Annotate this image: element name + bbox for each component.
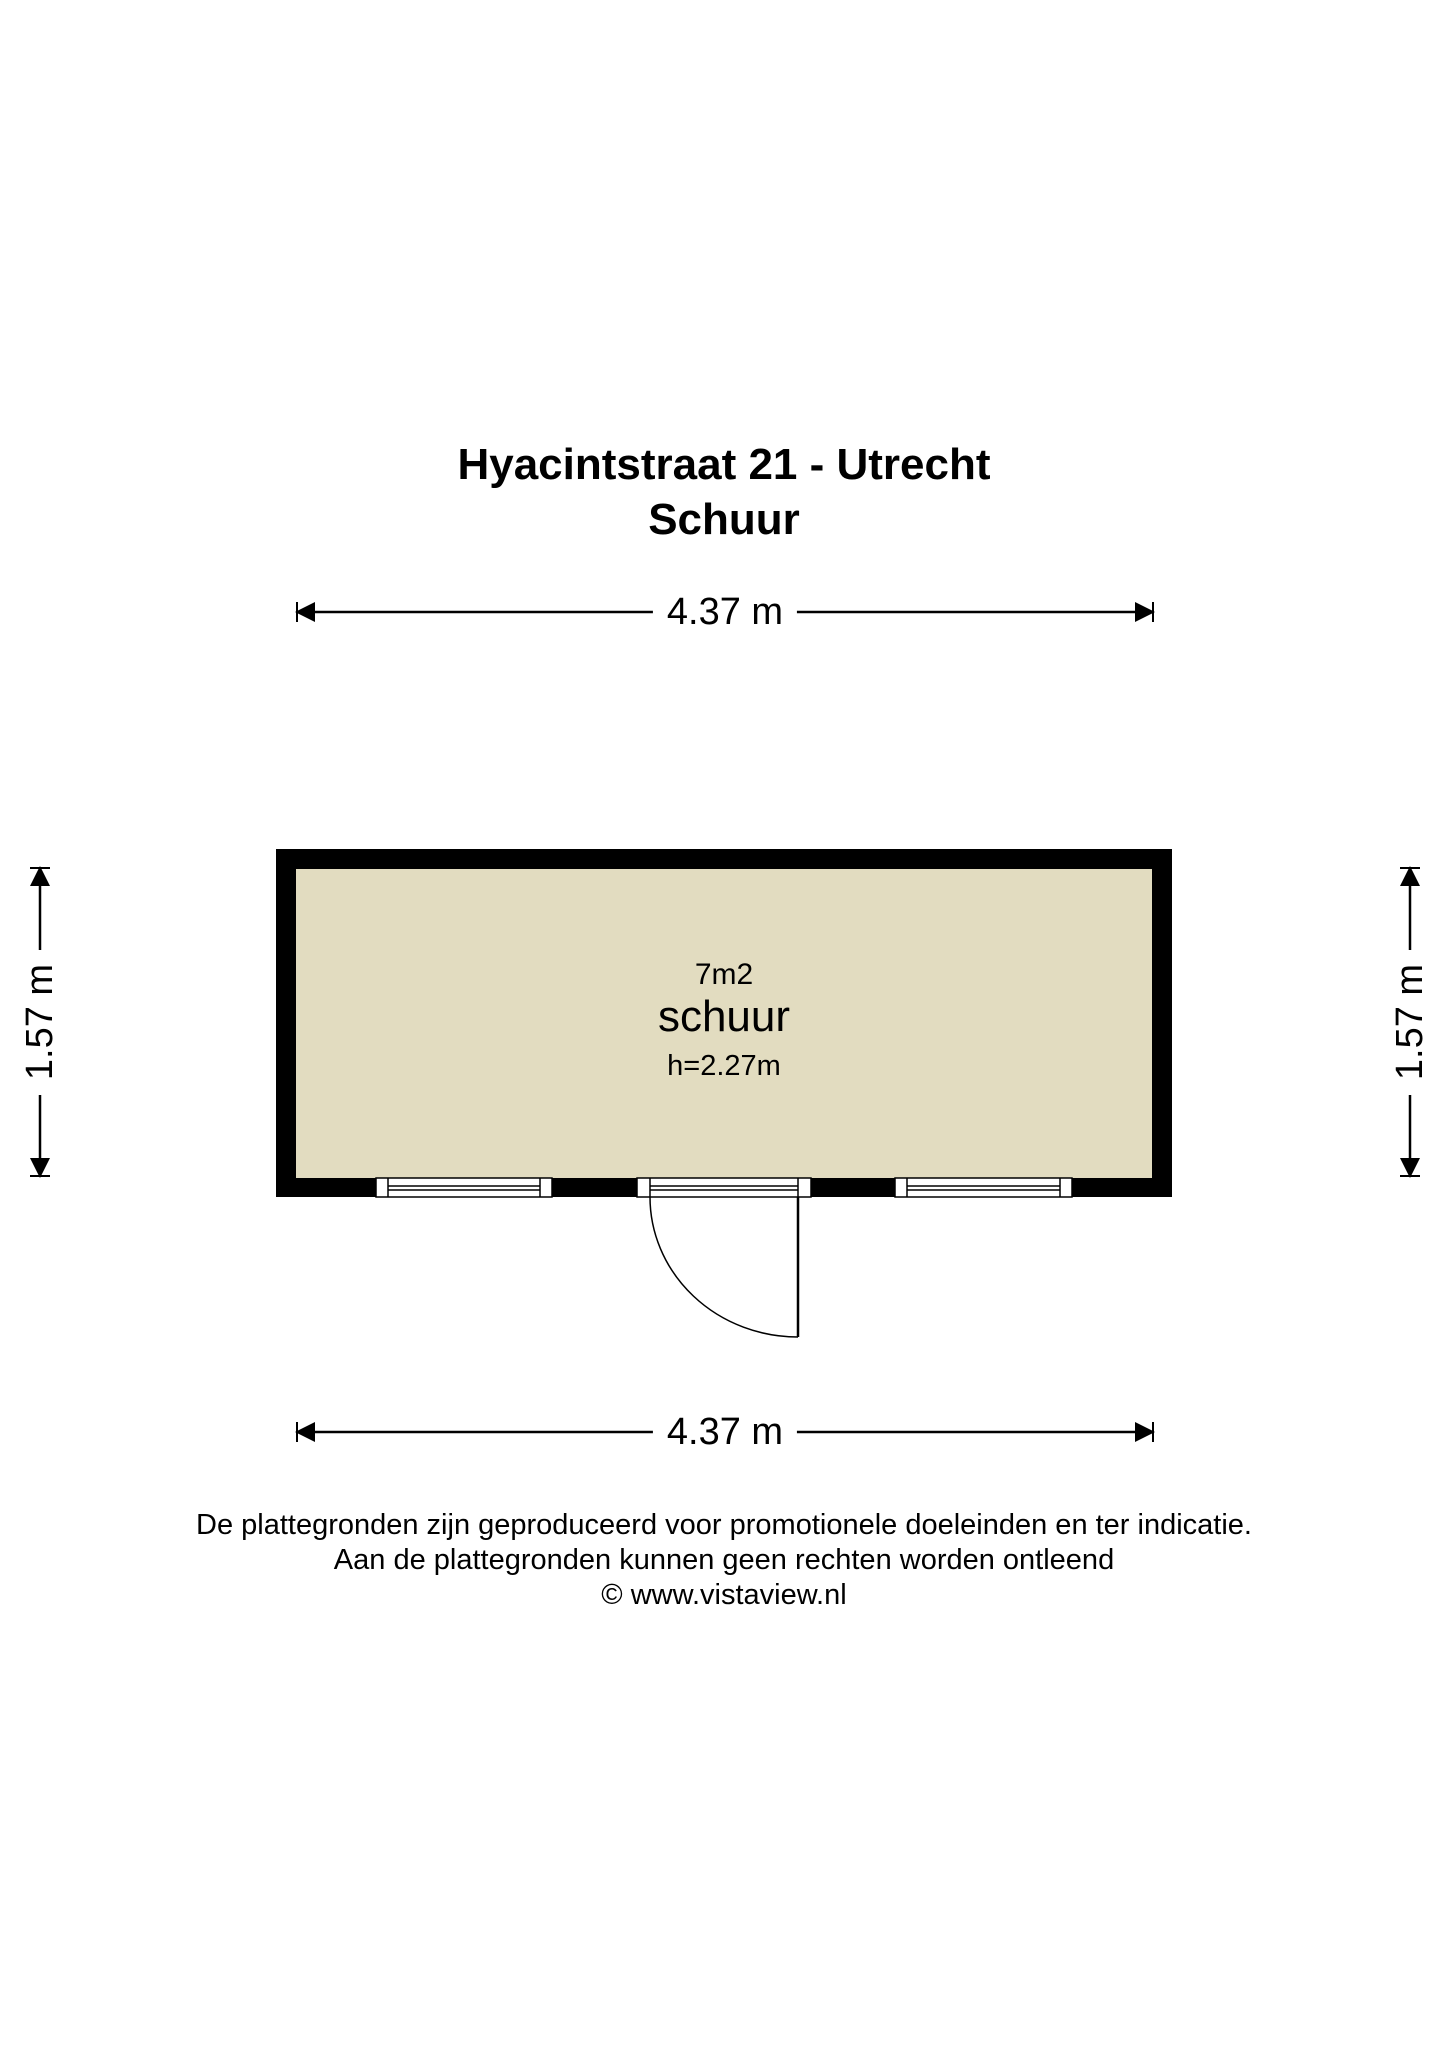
room-height: h=2.27m — [667, 1050, 781, 1082]
plan-title: Hyacintstraat 21 - Utrecht — [457, 440, 991, 489]
room-name: schuur — [657, 992, 791, 1041]
dimension-label-top: 4.37 m — [653, 590, 797, 634]
plan-subtitle: Schuur — [648, 495, 800, 544]
dimension-label-left: 1.57 m — [18, 950, 62, 1094]
dimension-label-right: 1.57 m — [1388, 950, 1432, 1094]
room-area: 7m2 — [694, 958, 754, 991]
window-right — [895, 1178, 1072, 1197]
copyright-line: © www.vistaview.nl — [601, 1579, 847, 1611]
window-left — [376, 1178, 552, 1197]
disclaimer-line-1: De plattegronden zijn geproduceerd voor promotionele doeleinden en ter indicatie. — [196, 1509, 1252, 1541]
door — [637, 1178, 811, 1337]
dimension-label-bottom: 4.37 m — [653, 1410, 797, 1454]
disclaimer-line-2: Aan de plattegronden kunnen geen rechten worden ontleend — [333, 1544, 1115, 1576]
